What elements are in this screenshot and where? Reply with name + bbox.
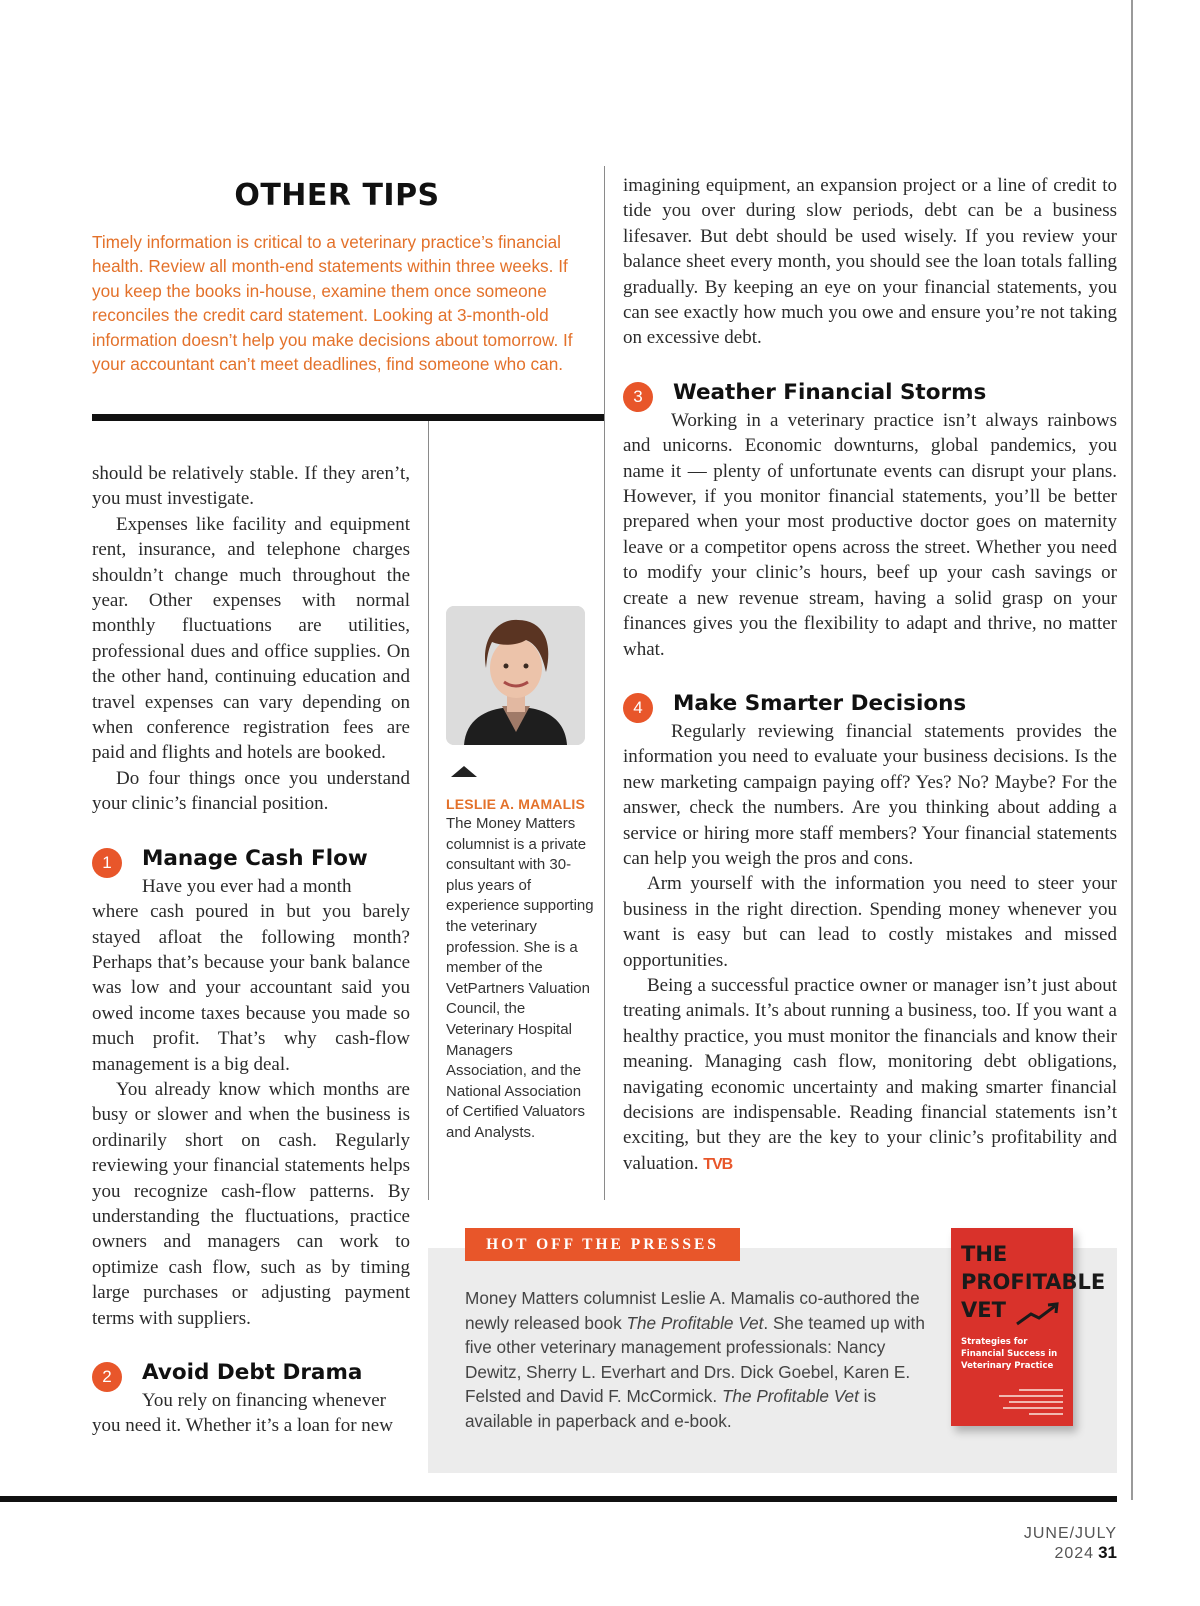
promo-text-part: is available in paperback and e-book. [465,1386,877,1431]
section-manage-cash-flow [92,844,410,1331]
page-number: 31 [1098,1543,1117,1562]
paragraph: Working in a veterinary practice isn’t always rainbows and unicorns. Economic downturns, global pandemics, you name it — plenty of unfortunate events can disrupt your plans. However, if you monitor financial statements, you’ll be better prepared when your most productive doctor goes on maternity leave or a competitor opens across the street. Whether you need to modify your clinic’s hours, beef up your cash savings or create a new revenue stream, having a solid grasp on your finances gives you the flexibility to adapt and thrive, no matter what. [623,409,1117,660]
tips-title: OTHER TIPS [234,178,440,213]
section-number-badge: 1 [92,848,122,878]
paragraph: Regularly reviewing financial statements provides the information you need to evaluate your business decisions. Is the new marketing campaign paying off? Yes? No? Maybe? For the answer, check the numbers. Are you thinking about adding a service or hiring more staff members? Your financial statements can help you weigh the pros and cons. [623,720,1117,869]
book-subtitle: Strategies for Financial Success in Veterinary Practice [961,1337,1058,1371]
column-divider [604,166,605,1200]
article-column-left [92,461,410,1439]
paragraph: Arm yourself with the information you need to steer your business in the right direction. Spending money whenever you want is easy but can lead to costly mistakes and missed opportunities. [623,873,1117,971]
section-lead-line: You rely on financing whenever [142,1390,386,1411]
section-divider-rule [92,414,605,421]
promo-tag: HOT OFF THE PRESSES [465,1228,740,1261]
tips-body: Timely information is critical to a veterinary practice’s financial health. Review all month-end statements within three weeks. If you keep the books in-house, examine them once someone reconciles the credit card statement. Looking at 3-month-old information doesn’t help you make decisions about tomorrow. If your accountant can’t meet deadlines, find someone who can. [92,232,573,375]
section-number-badge: 2 [92,1362,122,1392]
section-heading: Avoid Debt Drama [142,1360,363,1385]
section-weather-financial-storms [623,378,1117,662]
paragraph: imagining equipment, an expansion project or a line of credit to tide you over during slow periods, debt can be a business lifesaver. But debt should be used wisely. If you review your balance sheet every month, you should see the loan totals falling gradually. By keeping an eye on your financial statements, you can see exactly how much you owe and ensure you’re not taking on excessive debt. [623,175,1117,349]
article-column-right [623,173,1117,1177]
paragraph: should be relatively stable. If they aren’t, you must investigate. [92,463,410,510]
paragraph: Do four things once you understand your clinic’s financial position. [92,767,410,815]
promo-text-part: . She teamed up with five other veterinary management professionals: Nancy Dewitz, Sherry L. Everhart and Drs. Dick Goebel, Karen E. Felsted and David F. McCormick. [465,1312,925,1407]
section-number-badge: 4 [623,693,653,723]
book-title-line: THE [961,1242,1008,1266]
column-divider [428,421,429,1200]
book-cover [951,1228,1106,1426]
promo-text-part: Money Matters columnist Leslie A. Mamalis co-authored the newly released book [465,1288,920,1333]
triangle-up-icon [451,766,477,777]
page-edge-rule [1131,0,1133,1500]
paragraph: You already know which months are busy or slower and when the business is ordinarily short on cash. Regularly reviewing your financial statements helps you recognize cash-flow patterns. By understanding the fluctuations, practice owners and managers can work to optimize cash flow, such as by timing large purchases or adjusting payment terms with suppliers. [92,1078,410,1329]
section-make-smarter-decisions [623,689,1117,1177]
paragraph: Expenses like facility and equipment rent, insurance, and telephone charges shouldn’t change much throughout the year. Other expenses with normal monthly fluctuations are utilities, professional dues and office supplies. On the other hand, continuing education and travel expenses can vary depending on when conference registration fees are paid and flights and hotels are booked. [92,513,410,764]
author-list-lines [979,1388,1065,1416]
book-title-line: VET [961,1298,1006,1322]
section-avoid-debt-drama [92,1358,410,1439]
book-title-ref: The Profitable Vet [721,1386,859,1407]
paragraph: where cash poured in but you barely stayed afloat the following month? Perhaps that’s because your bank balance was low and your accountant said you owed income taxes because you made so much profit. That’s why cash-flow management is a big deal. [92,901,410,1075]
section-heading: Manage Cash Flow [142,845,368,871]
paragraph [623,973,1117,1177]
section-number-badge: 3 [623,382,653,412]
promo-text [465,1286,925,1434]
page-bottom-rule [0,1496,1117,1502]
book-title-line: PROFITABLE [961,1270,1106,1294]
trend-arrow-icon [1015,1302,1061,1328]
page-footer [960,1525,1117,1563]
book-title-ref: The Profitable Vet [626,1312,764,1333]
author-bio: The Money Matters columnist is a private consultant with 30-plus years of experience supporting the veterinary profession. She is a member of the VetPartners Valuation Council, the Veterinary Hospital Managers Association, and the National Association of Certified Valuators and Analysts. [446,815,594,1141]
paragraph: you need it. Whether it’s a loan for new [92,1415,393,1437]
section-lead-line: Have you ever had a month [142,875,352,897]
author-photo [446,606,585,745]
section-heading: Make Smarter Decisions [673,690,967,716]
paragraph-text: Being a successful practice owner or manager isn’t just about treating animals. It’s about running a business, too. If you want a healthy practice, you must monitor the financials and know their meaning. Managing cash flow, monitoring debt obligations, navigating economic uncertainty and making smarter financial decisions are indispensable. Reading financial statements isn’t exciting, but they are the key to your clinic’s profitability and valuation. [623,974,1117,1174]
author-name: LESLIE A. MAMALIS [446,796,585,812]
section-heading: Weather Financial Storms [673,379,987,405]
issue-date: JUNE/JULY 2024 [1023,1525,1117,1562]
author-portrait-icon [446,606,585,745]
end-mark-logo: TVB [703,1155,733,1173]
